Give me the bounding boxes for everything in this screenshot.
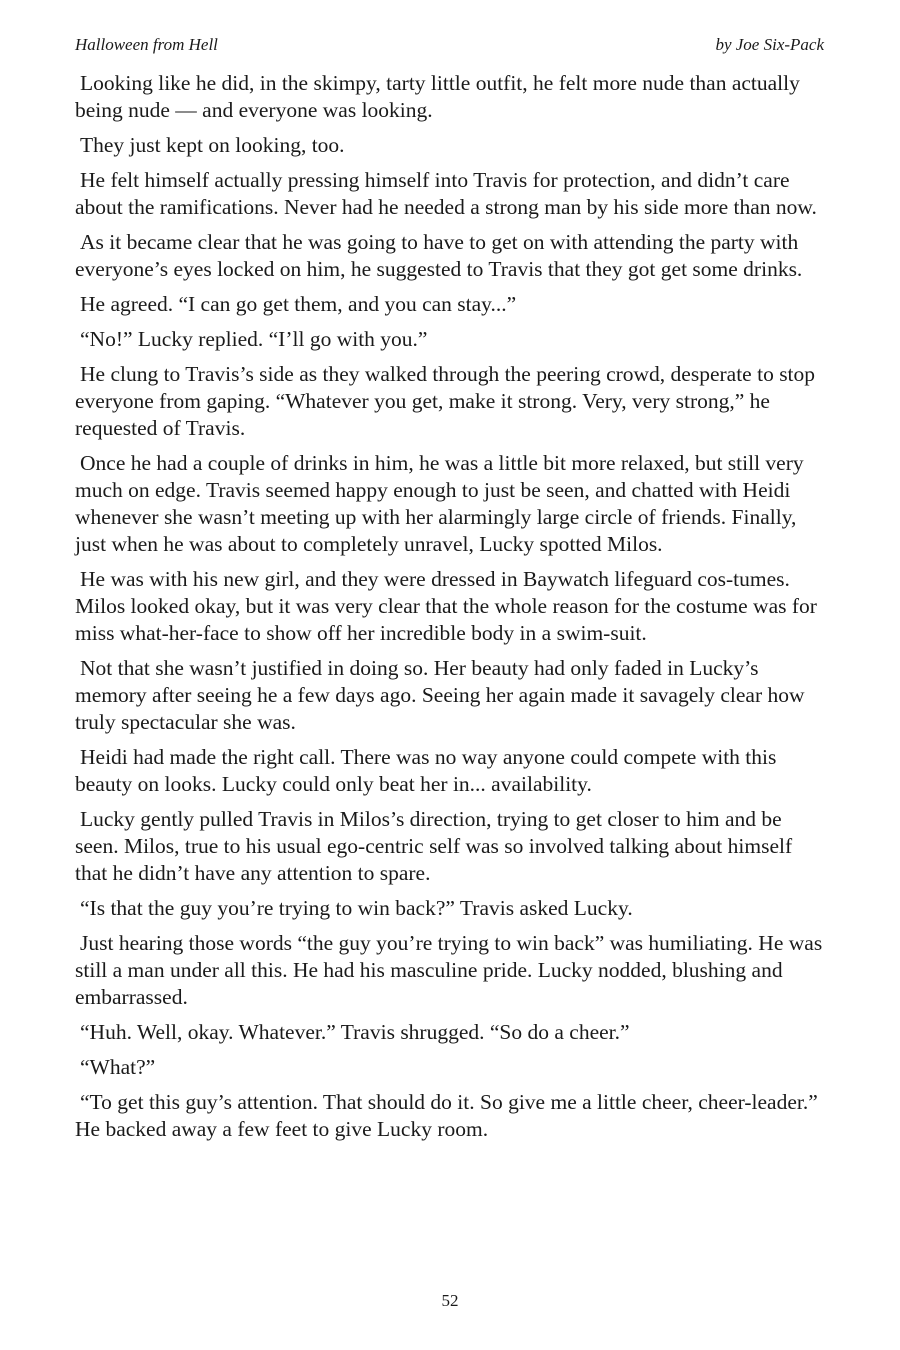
paragraph: Just hearing those words “the guy you’re trying to win back” was humiliating. He was still a man under all this. He had his masculine pride. Lucky nodded, blushing and embarrassed.: [75, 931, 823, 1009]
running-header: [75, 34, 824, 56]
paragraph: “Huh. Well, okay. Whatever.” Travis shrugged. “So do a cheer.”: [80, 1020, 630, 1044]
book-author: by Joe Six-Pack: [715, 35, 824, 54]
paragraph: He was with his new girl, and they were dressed in Baywatch lifeguard cos-tumes. Milos looked okay, but it was very clear that the whole reason for the costume was for miss what-her-face to show off her incredible body in a swim-suit.: [75, 567, 817, 645]
body-text: [75, 70, 825, 1151]
paragraph: “Is that the guy you’re trying to win back?” Travis asked Lucky.: [80, 896, 633, 920]
paragraph: Once he had a couple of drinks in him, he was a little bit more relaxed, but still very much on edge. Travis seemed happy enough to just be seen, and chatted with Heidi whenever she wasn’t meeting up with her alarmingly large circle of friends. Finally, just when he was about to completely unravel, Lucky spotted Milos.: [75, 451, 804, 556]
paragraph: They just kept on looking, too.: [80, 133, 345, 157]
paragraph: “To get this guy’s attention. That should do it. So give me a little cheer, cheer-leader.” He backed away a few feet to give Lucky room.: [75, 1090, 818, 1141]
paragraph: Not that she wasn’t justified in doing so. Her beauty had only faded in Lucky’s memory after seeing he a few days ago. Seeing her again made it savagely clear how truly spectacular she was.: [75, 656, 805, 734]
page-number: 52: [441, 1291, 459, 1310]
book-title: Halloween from Hell: [75, 35, 218, 54]
paragraph: He felt himself actually pressing himself into Travis for protection, and didn’t care about the ramifications. Never had he needed a strong man by his side more than now.: [75, 168, 817, 219]
paragraph: Looking like he did, in the skimpy, tarty little outfit, he felt more nude than actually being nude — and everyone was looking.: [75, 71, 800, 122]
paragraph: Lucky gently pulled Travis in Milos’s direction, trying to get closer to him and be seen. Milos, true to his usual ego-centric self was so involved talking about himself that he didn’t have any attention to spare.: [75, 807, 793, 885]
paragraph: “No!” Lucky replied. “I’ll go with you.”: [80, 327, 428, 351]
paragraph: He agreed. “I can go get them, and you can stay...”: [80, 292, 517, 316]
paragraph: Heidi had made the right call. There was no way anyone could compete with this beauty on looks. Lucky could only beat her in... availability.: [75, 745, 777, 796]
paragraph: “What?”: [80, 1055, 156, 1079]
paragraph: As it became clear that he was going to have to get on with attending the party with everyone’s eyes locked on him, he suggested to Travis that they got get some drinks.: [75, 230, 803, 281]
paragraph: He clung to Travis’s side as they walked through the peering crowd, desperate to stop everyone from gaping. “Whatever you get, make it strong. Very, very strong,” he requested of Travis.: [75, 362, 816, 440]
